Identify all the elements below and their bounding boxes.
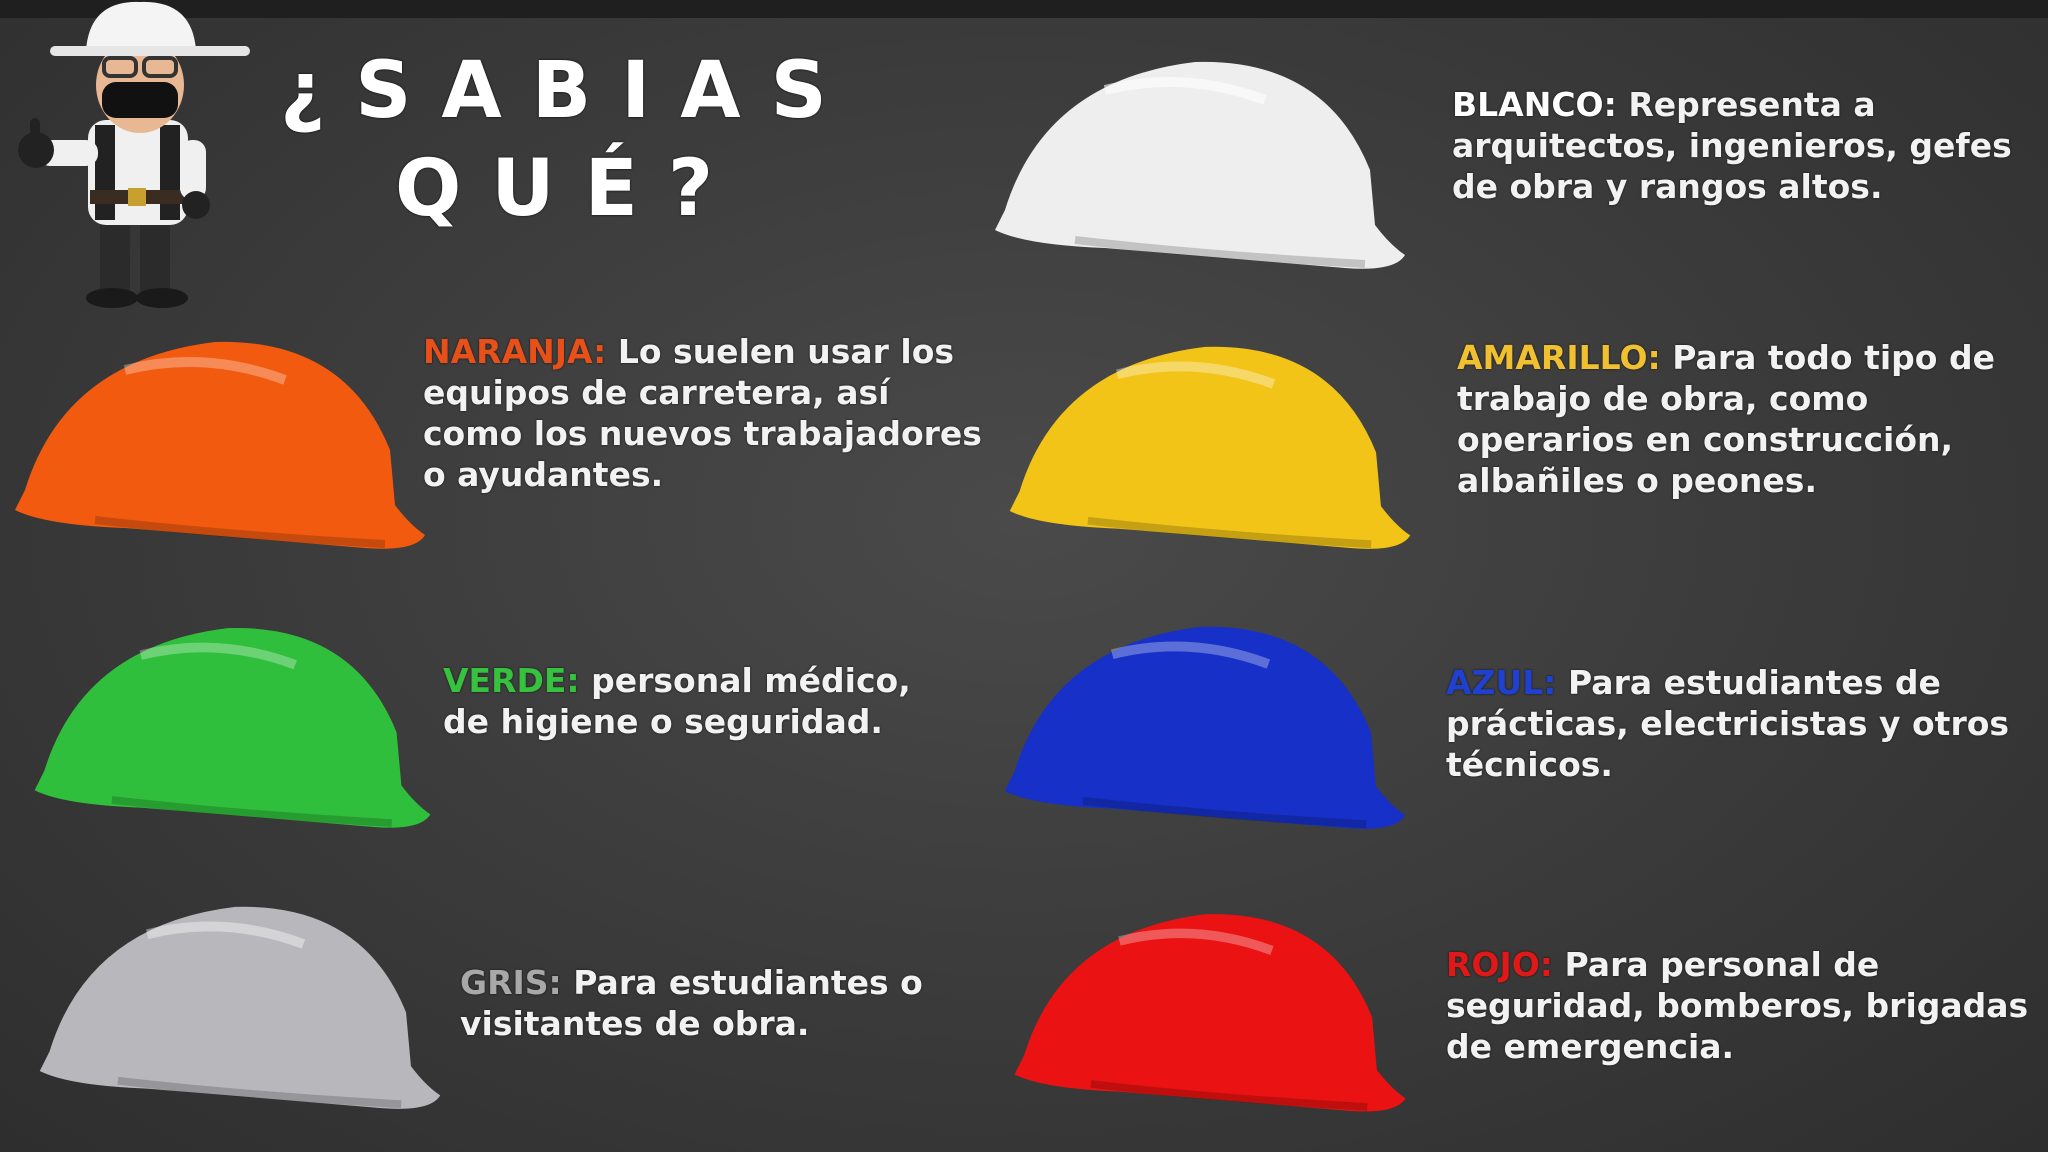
worker-mascot-illustration (0, 0, 260, 320)
desc-azul (1446, 662, 2036, 785)
text-rojo: Para personal de seguridad, bomberos, brigadas de emergencia. (1446, 945, 2029, 1066)
label-amarillo: AMARILLO: (1457, 338, 1661, 377)
desc-gris (460, 962, 1030, 1044)
label-verde: VERDE: (443, 661, 580, 700)
top-border (0, 0, 2048, 18)
desc-blanco (1452, 84, 2032, 207)
desc-verde (443, 660, 963, 742)
desc-naranja (423, 331, 983, 495)
helmet-white-image (985, 50, 1415, 280)
desc-amarillo (1457, 337, 2037, 501)
helmet-orange-image (5, 330, 435, 560)
text-gris: Para estudiantes o visitantes de obra. (460, 963, 923, 1043)
label-rojo: ROJO: (1446, 945, 1553, 984)
helmet-yellow-image (1000, 335, 1420, 560)
label-blanco: BLANCO: (1452, 85, 1617, 124)
label-naranja: NARANJA: (423, 332, 607, 371)
title-line-1: ¿SABIAS (280, 46, 857, 136)
label-azul: AZUL: (1446, 663, 1557, 702)
label-gris: GRIS: (460, 963, 562, 1002)
text-naranja: Lo suelen usar los equipos de carretera, así como los nuevos trabajadores o ayudantes. (423, 332, 982, 494)
text-blanco: Representa a arquitectos, ingenieros, gefes de obra y rangos altos. (1452, 85, 2012, 206)
text-azul: Para estudiantes de prácticas, electricistas y otros técnicos. (1446, 663, 2010, 784)
helmet-red-image (1005, 900, 1415, 1125)
desc-rojo (1446, 944, 2036, 1067)
text-verde: personal médico, de higiene o seguridad. (443, 661, 911, 741)
helmet-grey-image (30, 895, 450, 1120)
helmet-green-image (25, 615, 440, 840)
text-amarillo: Para todo tipo de trabajo de obra, como operarios en construcción, albañiles o peones. (1457, 338, 1995, 500)
helmet-blue-image (995, 615, 1415, 840)
title-line-2: QUÉ? (395, 144, 744, 234)
